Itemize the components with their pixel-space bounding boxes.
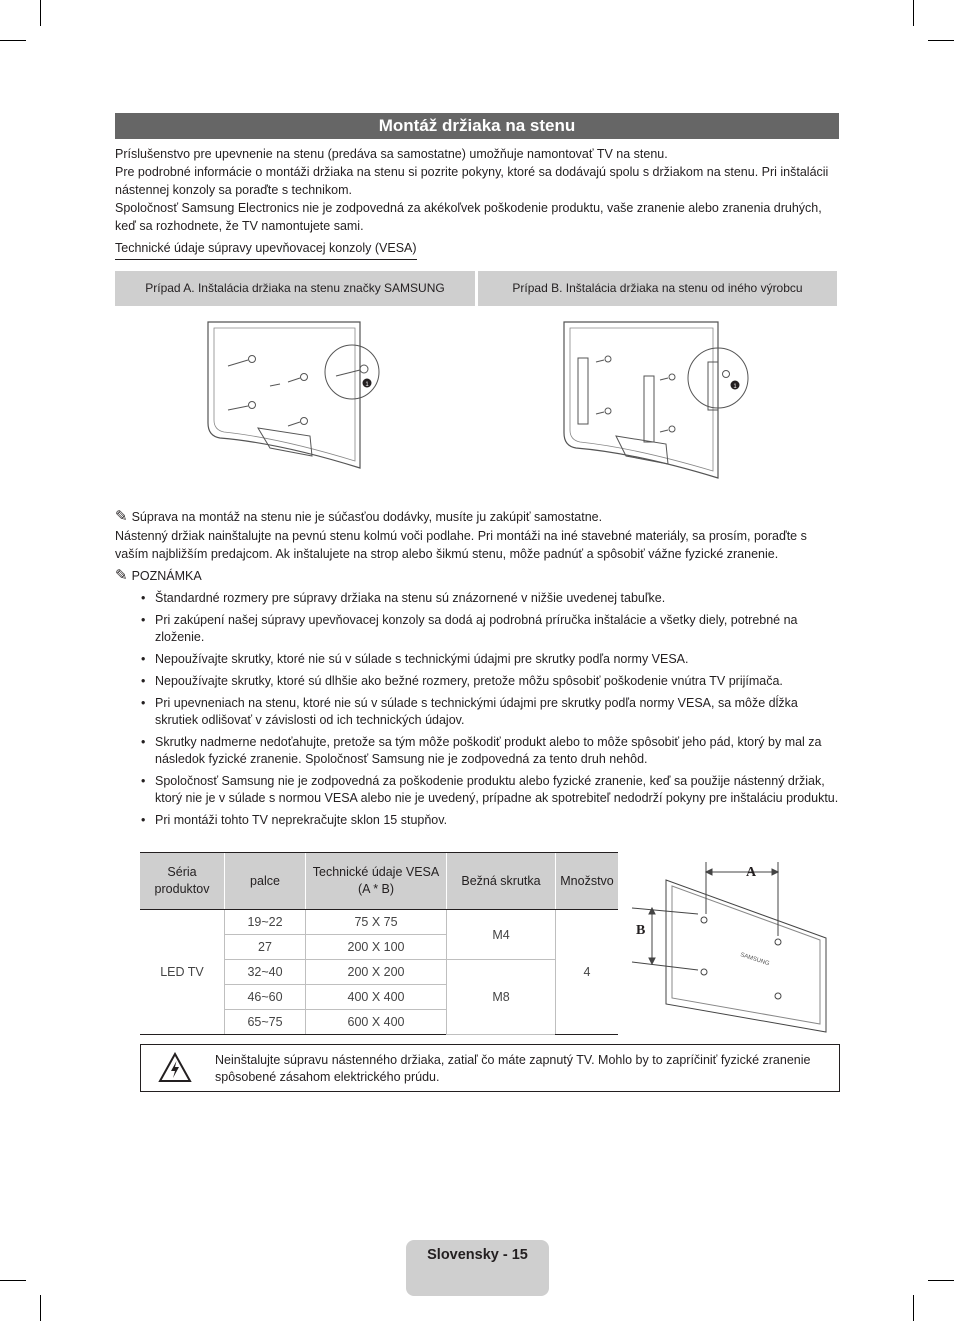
case-a-figure: [200, 318, 400, 476]
note-kit-text: Súprava na montáž na stenu nie je súčasťou dodávky, musíte ju zakúpiť samostatne.: [131, 510, 603, 524]
cell-vesa: 75 X 75: [306, 910, 447, 935]
cell-inches: 65~75: [225, 1010, 306, 1035]
crop-mark: [928, 40, 954, 41]
page-title: Montáž držiaka na stenu: [115, 113, 839, 139]
case-a-header: Prípad A. Inštalácia držiaka na stenu značky SAMSUNG: [115, 271, 475, 306]
tv-back-diagram: [628, 852, 838, 1038]
cell-vesa: 400 X 400: [306, 985, 447, 1010]
list-item: • Štandardné rozmery pre súpravy držiaka na stenu sú znázornené v nižšie uvedenej tabuľke.: [140, 590, 840, 607]
list-item: • Skrutky nadmerne nedoťahujte, pretože sa tým môže poškodiť produkt alebo to môže spôsobiť jeho pád, ktorý by mal za následok fyzické zranenie. Spoločnosť Samsung nie je zodpovedná za tento druh nehôd.: [140, 734, 840, 768]
crop-mark: [0, 1280, 26, 1281]
intro-paragraph-2: Pre podrobné informácie o montáži držiaka na stenu si pozrite pokyny, ktoré sa dodávajú spolu s držiakom na stenu. Pri inštalácii nástennej konzoly sa poraďte s technikom.: [115, 165, 829, 197]
note-list: [140, 590, 840, 834]
list-item: • Spoločnosť Samsung nie je zodpovedná za poškodenie produktu alebo fyzické zranenie, keď sa použije nástenný držiak, ktorý nie je v súlade s normou VESA alebo nie je uvedený, prípadne ak spotrebiteľ nedodrží pokyny pre inštaláciu produktu.: [140, 773, 840, 807]
cell-inches: 32~40: [225, 960, 306, 985]
list-item: • Nepoužívajte skrutky, ktoré nie sú v súlade s technickými údajmi pre skrutky podľa normy VESA.: [140, 651, 840, 668]
crop-mark: [913, 0, 914, 26]
pencil-note-icon: ✎: [115, 508, 128, 525]
warning-text: Neinštalujte súpravu nástenného držiaka, zatiaľ čo máte zapnutý TV. Mohlo by to zapríčiniť fyzické zranenie spôsobené zásahom elektrického prúdu.: [215, 1053, 811, 1084]
cell-inches: 19~22: [225, 910, 306, 935]
pencil-note-icon: ✎: [115, 567, 128, 584]
install-paragraph: Nástenný držiak nainštalujte na pevnú stenu kolmú voči podlahe. Pri montáži na iné stavebné materiály, sa prosím, poraďte s vaším najbližším predajcom. Ak inštalujete na strop alebo šikmú stenu, môže padnúť a spôsobiť vážne fyzické zranenie.: [115, 529, 807, 561]
electric-shock-warning-icon: [158, 1052, 192, 1084]
crop-mark: [928, 1280, 954, 1281]
cell-quantity: 4: [556, 910, 619, 1035]
case-b-figure: [556, 318, 776, 486]
page-number-tab: Slovensky - 15: [406, 1240, 549, 1296]
list-item: • Pri montáži tohto TV neprekračujte sklon 15 stupňov.: [140, 812, 840, 829]
list-item: • Nepoužívajte skrutky, ktoré sú dlhšie ako bežné rozmery, pretože môžu spôsobiť poškodenie vnútra TV prijímača.: [140, 673, 840, 690]
vesa-table: [140, 852, 618, 1035]
header-vesa: Technické údaje VESA (A * B): [306, 853, 447, 910]
header-series: Séria produktov: [140, 853, 225, 910]
table-header-row: [140, 853, 618, 910]
dimension-a-label: A: [746, 865, 757, 880]
note-heading: [115, 567, 837, 586]
cell-vesa: 200 X 100: [306, 935, 447, 960]
cell-series: LED TV: [140, 910, 225, 1035]
cell-inches: 27: [225, 935, 306, 960]
list-item: • Pri zakúpení našej súpravy upevňovacej konzoly sa dodá aj podrobná príručka inštalácie a všetky diely, potrebné na zloženie.: [140, 612, 840, 646]
cell-vesa: 600 X 400: [306, 1010, 447, 1035]
callout-number: 1: [365, 382, 369, 388]
brand-logo: SAMSUNG: [739, 952, 771, 968]
crop-mark: [913, 1295, 914, 1321]
cell-screw: M4: [447, 910, 556, 960]
dimension-b-label: B: [636, 923, 646, 938]
cell-inches: 46~60: [225, 985, 306, 1010]
case-b-header: Prípad B. Inštalácia držiaka na stenu od iného výrobcu: [478, 271, 837, 306]
crop-mark: [40, 0, 41, 26]
callout-number: 1: [733, 384, 737, 390]
intro-paragraph-3: Spoločnosť Samsung Electronics nie je zodpovedná za akékoľvek poškodenie produktu, vaše zranenie alebo zranenia druhých, keď sa rozhodnete, že TV namontujete sami.: [115, 201, 822, 233]
warning-box: [140, 1044, 840, 1092]
crop-mark: [40, 1295, 41, 1321]
header-inches: palce: [225, 853, 306, 910]
spec-heading: Technické údaje súpravy upevňovacej konzoly (VESA): [115, 240, 417, 260]
note-kit: [115, 508, 837, 527]
header-screw: Bežná skrutka: [447, 853, 556, 910]
note-label: POZNÁMKA: [131, 569, 202, 583]
header-quantity: Množstvo: [556, 853, 619, 910]
intro-paragraph-1: Príslušenstvo pre upevnenie na stenu (predáva sa samostatne) umožňuje namontovať TV na stenu.: [115, 147, 668, 161]
list-item: • Pri upevneniach na stenu, ktoré nie sú v súlade s technickými údajmi pre skrutky podľa normy VESA, sa môže dĺžka skrutiek odlišovať v závislosti od ich technických údajov.: [140, 695, 840, 729]
cell-vesa: 200 X 200: [306, 960, 447, 985]
cell-screw: M8: [447, 960, 556, 1035]
table-row: [140, 910, 618, 935]
crop-mark: [0, 40, 26, 41]
